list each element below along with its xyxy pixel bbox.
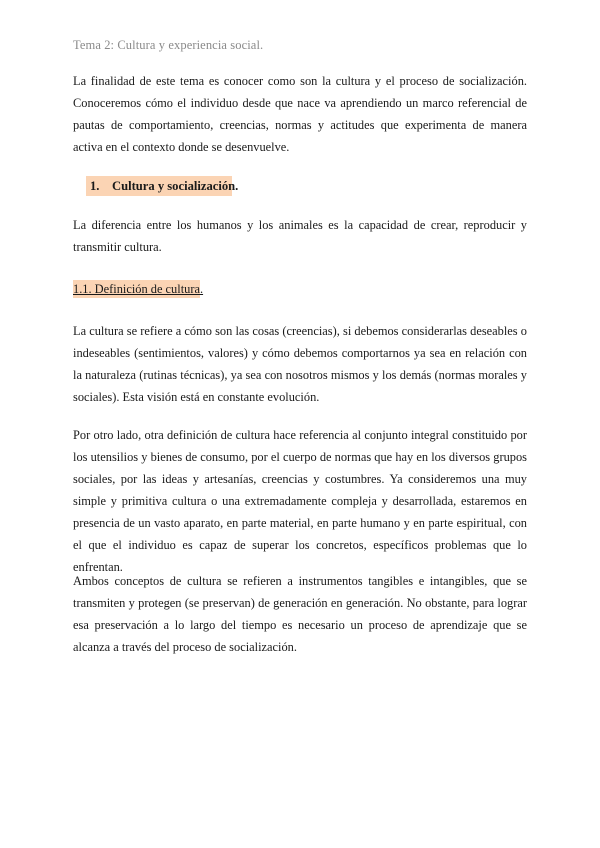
section-paragraph: La diferencia entre los humanos y los animales es la capacidad de crear, reproducir y transmitir cultura. <box>73 218 527 254</box>
culture-definition-paragraph-2: Por otro lado, otra definición de cultura hace referencia al conjunto integral constituido por los utensilios y bienes de consumo, por el cuerpo de normas que hay en los diversos grupos sociales, por las ideas y artesanías, creencias y costumbres. Ya consideremos una muy simple y primitiva cultura o una extremadamente compleja y desarrollada, estaremos en presencia de un vasto aparato, en parte material, en parte humano y en parte espiritual, con el que el individuo es capaz de superar los concretos, específicos problemas que lo enfrentan. <box>73 428 527 574</box>
section-number: 1. <box>90 179 100 193</box>
subsection-heading: 1.1. Definición de cultura. <box>73 282 204 296</box>
intro-paragraph: La finalidad de este tema es conocer como son la cultura y el proceso de socialización. Conoceremos cómo el individuo desde que nace va aprendiendo un marco referencial de pautas de comportamiento, creencias, normas y actitudes que experimenta de manera activa en el contexto donde se desenvuelve. <box>73 74 527 154</box>
culture-definition-paragraph-1: La cultura se refiere a cómo son las cosas (creencias), si debemos considerarlas deseables o indeseables (sentimientos, valores) y cómo debemos comportarnos ya sea en relación con la naturaleza (rutinas técnicas), ya sea con nosotros mismos y los demás (normas morales y sociales). Esta visión está en constante evolución. <box>73 324 527 404</box>
running-header: Tema 2: Cultura y experiencia social. <box>73 38 264 52</box>
section-title: Cultura y socialización. <box>112 179 239 193</box>
culture-definition-paragraph-3: Ambos conceptos de cultura se refieren a instrumentos tangibles e intangibles, que se transmiten y protegen (se preservan) de generación en generación. No obstante, para lograr esa preservación a lo largo del tiempo es necesario un proceso de aprendizaje que se alcanza a través del proceso de socialización. <box>73 574 527 654</box>
section-heading <box>86 176 239 196</box>
